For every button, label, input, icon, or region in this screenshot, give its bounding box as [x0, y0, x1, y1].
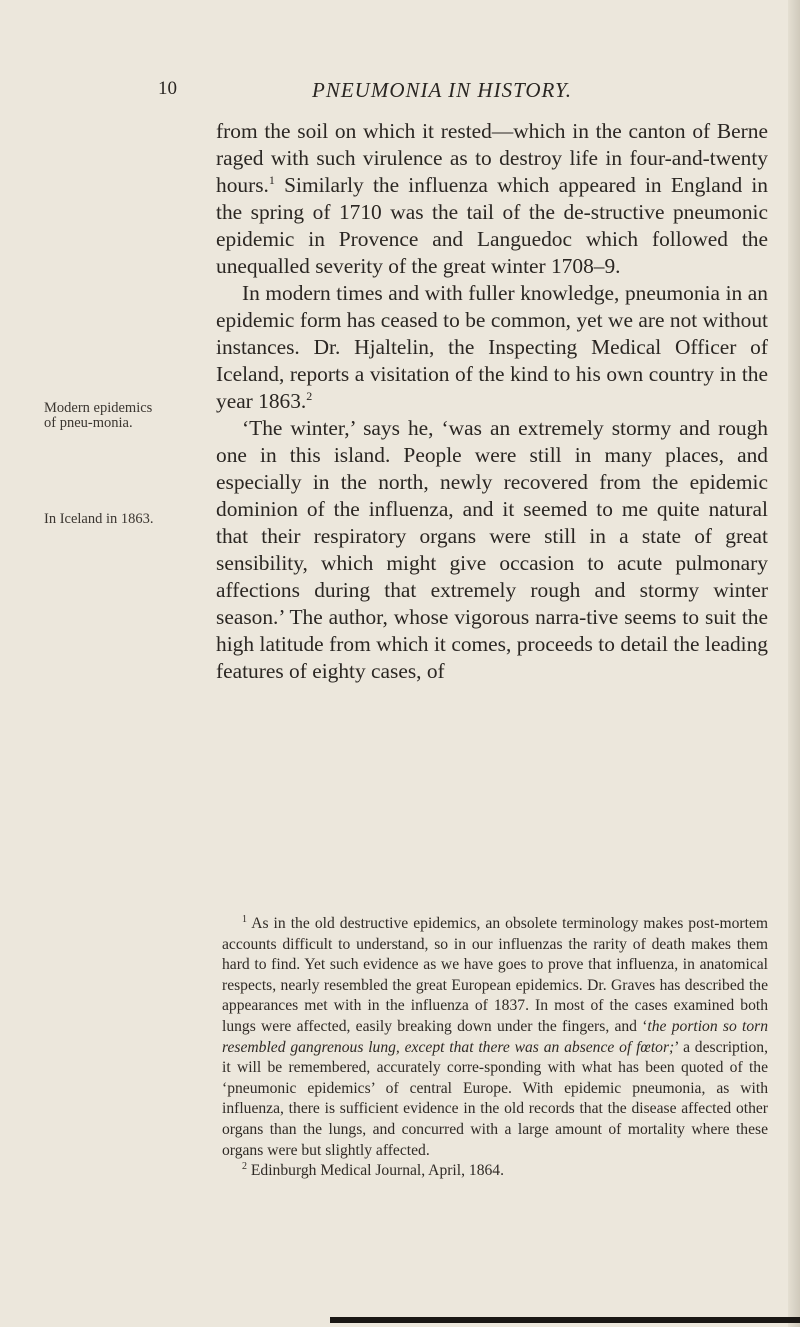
paragraph-1-text-b: Similarly the influenza which appeared in England in the spring of 1710 was the tail of the de-structive pneumonic epidemic in Provence and Languedoc which followed the unequalled severity of the great winter 1708–9.	[216, 173, 768, 278]
paragraph-2-text: In modern times and with fuller knowledge, pneumonia in an epidemic form has ceased to be common, yet we are not without instances. Dr. Hjaltelin, the Inspecting Medical Officer of Iceland, reports a visitation of the kind to his own country in the year 1863.	[216, 281, 768, 413]
footnote-1-mark: 1	[242, 913, 247, 925]
page-number: 10	[158, 78, 177, 99]
margin-note-iceland: In Iceland in 1863.	[44, 511, 154, 527]
margin-note-modern-epidemics: Modern epidemics of pneu-monia.	[44, 400, 153, 431]
footnote-1	[222, 914, 768, 1161]
paragraph-2	[216, 280, 768, 415]
footnote-2-mark: 2	[242, 1160, 247, 1172]
paragraph-3: ‘The winter,’ says he, ‘was an extremely stormy and rough one in this island. People were still in many places, and especially in the north, newly recovered from the epidemic dominion of the influenza, and it seemed to me quite natural that their respiratory organs were still in a state of great sensibility, which might give occasion to acute pulmonary affections during that extremely rough and stormy winter season.’ The author, whose vigorous narra-tive seems to suit the high latitude from which it comes, proceeds to detail the leading features of eighty cases, of	[216, 416, 768, 683]
footnote-1-italic: the portion so torn resembled gangrenous lung, except that there was an absence of fœtor;	[222, 1017, 768, 1056]
page-edge-right	[788, 0, 800, 1327]
paragraph-1	[216, 118, 768, 280]
footnote-ref-2: 2	[306, 388, 313, 403]
footnote-2	[222, 1161, 768, 1182]
page-edge-bottom	[330, 1317, 800, 1323]
footnote-1-text-a: As in the old destructive epidemics, an obsolete terminology makes post-mortem accounts difficult to understand, so in our influenzas the rarity of death makes them hard to find. Yet such evidence as we have goes to prove that influenza, in anatomical respects, nearly resembled the great European epidemics. Dr. Graves has described the appearances met with in the influenza of 1837. In most of the cases examined both lungs were affected, easily breaking down under the fingers, and ‘	[222, 915, 768, 1035]
footnote-ref-1: 1	[268, 172, 275, 187]
running-head	[158, 78, 798, 108]
paragraph-1-text-a: from the soil on which it rested—which in the canton of Berne raged with such virulence as to destroy life in four-and-twenty hours.	[216, 119, 768, 197]
footnotes	[222, 914, 768, 1182]
footnote-1-text-b: ’ a description, it will be remembered, accurately corre-sponding with what has been quoted of the ‘pneumonic epidemics’ of central Europe. With epidemic pneumonia, as with influenza, there is sufficient evidence in the old records that the disease affected other organs than the lungs, and concurred with a large amount of mortality where these organs were but slightly affected.	[222, 1038, 768, 1159]
running-title: PNEUMONIA IN HISTORY.	[312, 78, 573, 102]
footnote-2-text: Edinburgh Medical Journal, April, 1864.	[250, 1162, 504, 1180]
body-text	[216, 118, 768, 685]
